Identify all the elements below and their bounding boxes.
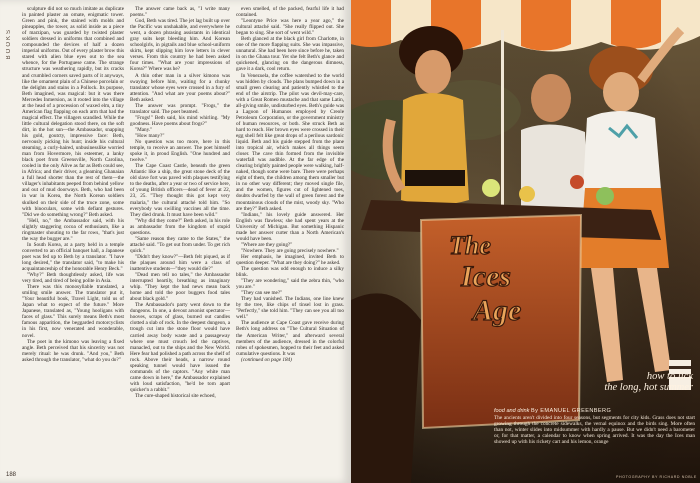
headline-line-2: the long, hot summer (604, 382, 693, 393)
paragraph: There was this monosyllable translated, a smiling smile answer. The translator put it, "Your beautiful book, Travel Light, told us of Japan what to expect of the future." More Japanese, translated as, "Young hooligans with faces of glass." This surely means Beth's most famous apparition, the beggarded motorcyclists in his first, now venerated and wonderable, novel. (22, 284, 124, 339)
byline (494, 408, 694, 414)
paragraph: The question was odd enough to induce a silky blink. (236, 266, 344, 279)
paragraph: No question was too more, here in this temple, to receive an answer. The poet himself spoke it, in proud English. "One hundred and twelve." (130, 139, 230, 164)
headline-line-1: how to lick (646, 371, 693, 382)
paragraph: "Same reason they came to the States," the attaché said. "To get out from under. To get rich quick." (130, 235, 230, 254)
text-column-3 (236, 6, 344, 363)
byline-author: By EMANUEL GREENBERG (531, 408, 612, 414)
headline (555, 371, 693, 393)
paragraph: "Many." (135, 126, 153, 133)
paragraph: "Why did they come?" Beth asked, in his role as ambassador from the kingdom of stupid questions. (130, 217, 230, 236)
logo-the: The (449, 231, 491, 260)
paragraph: even smelled, of the packed, fearful life it had contained. (236, 6, 344, 19)
paragraph: In South Korea, at a party held in a temple converted to an official banquet hall, a Japanese poet was fed up to Beth by a translator. "I have long desired," the translator said, "to make his acquaintanceship of the honorable Henry Beck." (22, 241, 124, 273)
paragraph: "Leontyne Price was here a year ago," the cultural attaché said. "She really flipped out. She began to sing. She sort of went wild." (236, 18, 344, 37)
paragraph: "They are wondering," said the zebra thin, "who you are." (236, 278, 344, 291)
paragraph: God, Beth was tired. The jet lag built up over the Pacific was unshakable, and everywhere he went, a dozen phrasing assistants in identical gray suits kept bleeding him. And Korean schoolgirls, in pigtails and blue school-uniform skirts, kept slipping him love letters in clever verses. From this country he had been asked four times. "What are your impressions of Korea?" Where was he? (130, 18, 230, 73)
paragraph: The Cape Coast Castle, beneath the green Atlantic like a ship, the great stone deck of the old slave fort was paved with plaques testifying to the deaths, after a year or two of service here, of young British officers—dead of fever at 22, 23, 25. "They thought this got kept very malaria," the cultural attaché told him. "So everybody was swilling vaccines all the time. They died drunk. It must have been wild." (130, 163, 230, 218)
paragraph: The cure-shaped historical site echoed, (135, 393, 216, 399)
paragraph: The Ambassador's party went down to the dungeons. In one, a devout arsonist spectator—hooves, scraps of glass, burned out candles clotted a slab of rock. In the deepest dungeon, a trough cut into the stone floor would have carried away body waste and a passageway where one must crouch led the captives, manacled, out to the ships and the New World. Here fear had polished a path across the shelf of rock. Above their heads, a narrow round speaking tunnel would have issued the commands of the captors. "Any white man came down in here," the Ambassador explained with loud satisfaction, "he'd be torn apart quicker'n a rabbit." (130, 302, 230, 393)
right-page (351, 0, 700, 483)
paragraph: Her emphasis, he imagined, invited Beth to question deeper. "What are they doing?" he asked. (236, 253, 344, 266)
paragraph: The poet in the kimono was leaving a fixed angle. Beth perceived that his sincerity was not merely ritual: he was drunk. "And you," Beth asked through the translator, "what do you do?" (22, 338, 124, 363)
paragraph: "Hell, no," the Ambassador said, with his slightly staggering cocoa of enthusiasm, like a ringmaster shouting to the far rows, "that's just the way the bugger are." (22, 217, 124, 242)
text-column-2 (130, 6, 230, 399)
logo-ices: Ices (461, 260, 511, 293)
paragraph: "Dead men tell no tales," the Ambassador interrupted heartily, breathing as imaginary whip. "They kept the bad news mean back home and told the poor buggers food tales about black gold." (130, 272, 230, 303)
section-tag: BOOKS (6, 28, 12, 60)
paragraph: "Indians," his lovely guide answered. Her English was flawless; she had spent years at the University of Michigan. But something Hispanic made her answer curter than a North American's would have been. (236, 211, 344, 242)
text-column-1 (22, 6, 124, 363)
paragraph: "How many?" (135, 132, 165, 139)
paragraph: "Why?" Beth thoughtlessly asked, life was very tired, and tired of being polite in Asia. (22, 272, 124, 285)
paragraph: Beth glanced at the black girl from Charlotte, in one of the more flapping suits. She was impassive, unnatural. She had been here since before he, taken in on the Ghana tour. Yet she felt Beth's glance and quickened, glancing on the dangerous dimness, gave it a dark, cool return. (236, 36, 344, 73)
paragraph: "They can see me?" (241, 290, 283, 297)
logo-age: Age (473, 294, 522, 327)
paragraph: A thin other man in a silver kimono was swaying before him, waiting for a chunky translator whose eyes were crossed in a fury of attention. "And what are your poems about?" Beth asked. (130, 72, 230, 103)
ices-age-logo (439, 224, 549, 334)
paragraph: "Didn't they know?"—Beth felt piqued, as if the plaques around him were a class of inattentive students—"they would die?" (130, 253, 230, 273)
paragraph: They had vanished. The Indians, one line knew by the tree, like chips of tinsel lost in grass. "Perfectly," she told him. "They can see you all too well." (236, 296, 344, 321)
paragraph: The answer came back as, "I write many poems." (130, 6, 230, 19)
continued-note: (continued on page 184) (241, 356, 292, 363)
paragraph: "Frogs!" Beth said, his mind whirling. "My goodness. Have poems about frogs?" (130, 114, 230, 127)
paragraph: "Nowhere. They are going precisely nowhere." (241, 247, 339, 254)
paragraph: sculpture did not so much imitate as duplicate in painted plaster an ornate, enigmatic tower. Green and pink, the stained with molds and pineapples, the tower, as solid inside as a piece of marzipan, was guarded by twisted plaster soldiers dressed in uniforms that combined and compounded the devices of half a dozen imperial uniforms. Out of every plaster brow this stared with alien blue eyes out to the sea whence, for the Portuguese came. The strange structure was weathering rapidly, but its cracks and crumbled corners saved parts of it anyways, like the ornament plain of a Chinese porcelain or the delights and stains in a Pollock. Its purpose, Beth imagined, was magical: but it was there Mercedes Inmersion, as it rooted into the village at the head of a procession of waxed elm, a tiny American flag flapping on each arm that had the magical effect. The villagers scandled. While the little cultural delegation stood there, on the soft dirt, in the hot sun—the Ambassador, snapping his gold, goutcty, impressive face: Beth, nervously picking his hunt; inside his cultural steaming, a curly-haired, unbusinesslike worried man from Hovermore, his esteemer, a lanky black poet from Greensville, North Carolina, cooled in the only Alive as far as Beth could see, in Africa; and their driver, a gleaming Ghanaian a full head shorter than the rest of them—the villager's inhabitants peeped from behind yellow and out of mud doorways. Beth, who had been in war in Korea, the North Korean soldiers skulked on their side of the truce zone, some with binoculars, some with defiant gestures. "Did we do something wrong?" Beth asked. (22, 6, 124, 218)
paragraph: "Where are they going?" (241, 241, 293, 248)
paragraph: The answer was prompt. "Frogs," the translator said. The poet beamed. (130, 102, 230, 115)
byline-kicker: food and drink (494, 408, 530, 414)
photo-credit: PHOTOGRAPHY BY RICHARD NOBLE (616, 475, 697, 479)
paragraph: The audience at Cape Coast gave receive during Beth's long address on "The Cultural Situation of the American Writer," and afterward several members of the audience, dressed in the colorful robes of spokesmen, hopped to their feet and asked cumulative questions. It was (236, 320, 344, 357)
page-number: 188 (6, 472, 17, 478)
lede-paragraph: The ancients aren't divided into four seasons, but segments for city kids. Grass does not start growing through the concrete sidewalks, the vernal equinox and the birds sing. More often than not, winter slides into midsummer with hardly a pause. But we didn't need a barometer or, for that matter, a calendar to know when spring arrived. It was the day the Ices man showed up with his rickety cart and his lemon, orange (494, 415, 695, 446)
paragraph: In Venezuela, the coffee watershed to the world was hidden by clouds. The plans bumped down in a small green clearing and patiently whistled to the end of the airstrip. The pilot was devil-may-care, with a Great Romeo mustache and that same Latin, all-giving smile, undisturbed eyes. Beth's guide was a Lagoon of Humanos employed by Creole Petroleum Corporation, or the government ministry of human resources, or both. She struck Beth as hard to reach. Her brown eyes were crossed in their egg shell felt like great drops of a perilous sardonic liquid. Beth and his guide stepped from the plane into tropical air, which makes all things seem closer. The cave thin formed from the invisible waterfall was audible. At the far edge of the clearing brightly painted people were walking, half-naked, though some were bare. There were perhaps eight of them, the children among them smaller but in no other way different; they moved single file, and the women, figures cut of lightened toes, doubts dwarfed by the wall of green forest and the mountainous clouds of the mist, woody sky. "Who are they?" Beth asked. (236, 72, 344, 212)
